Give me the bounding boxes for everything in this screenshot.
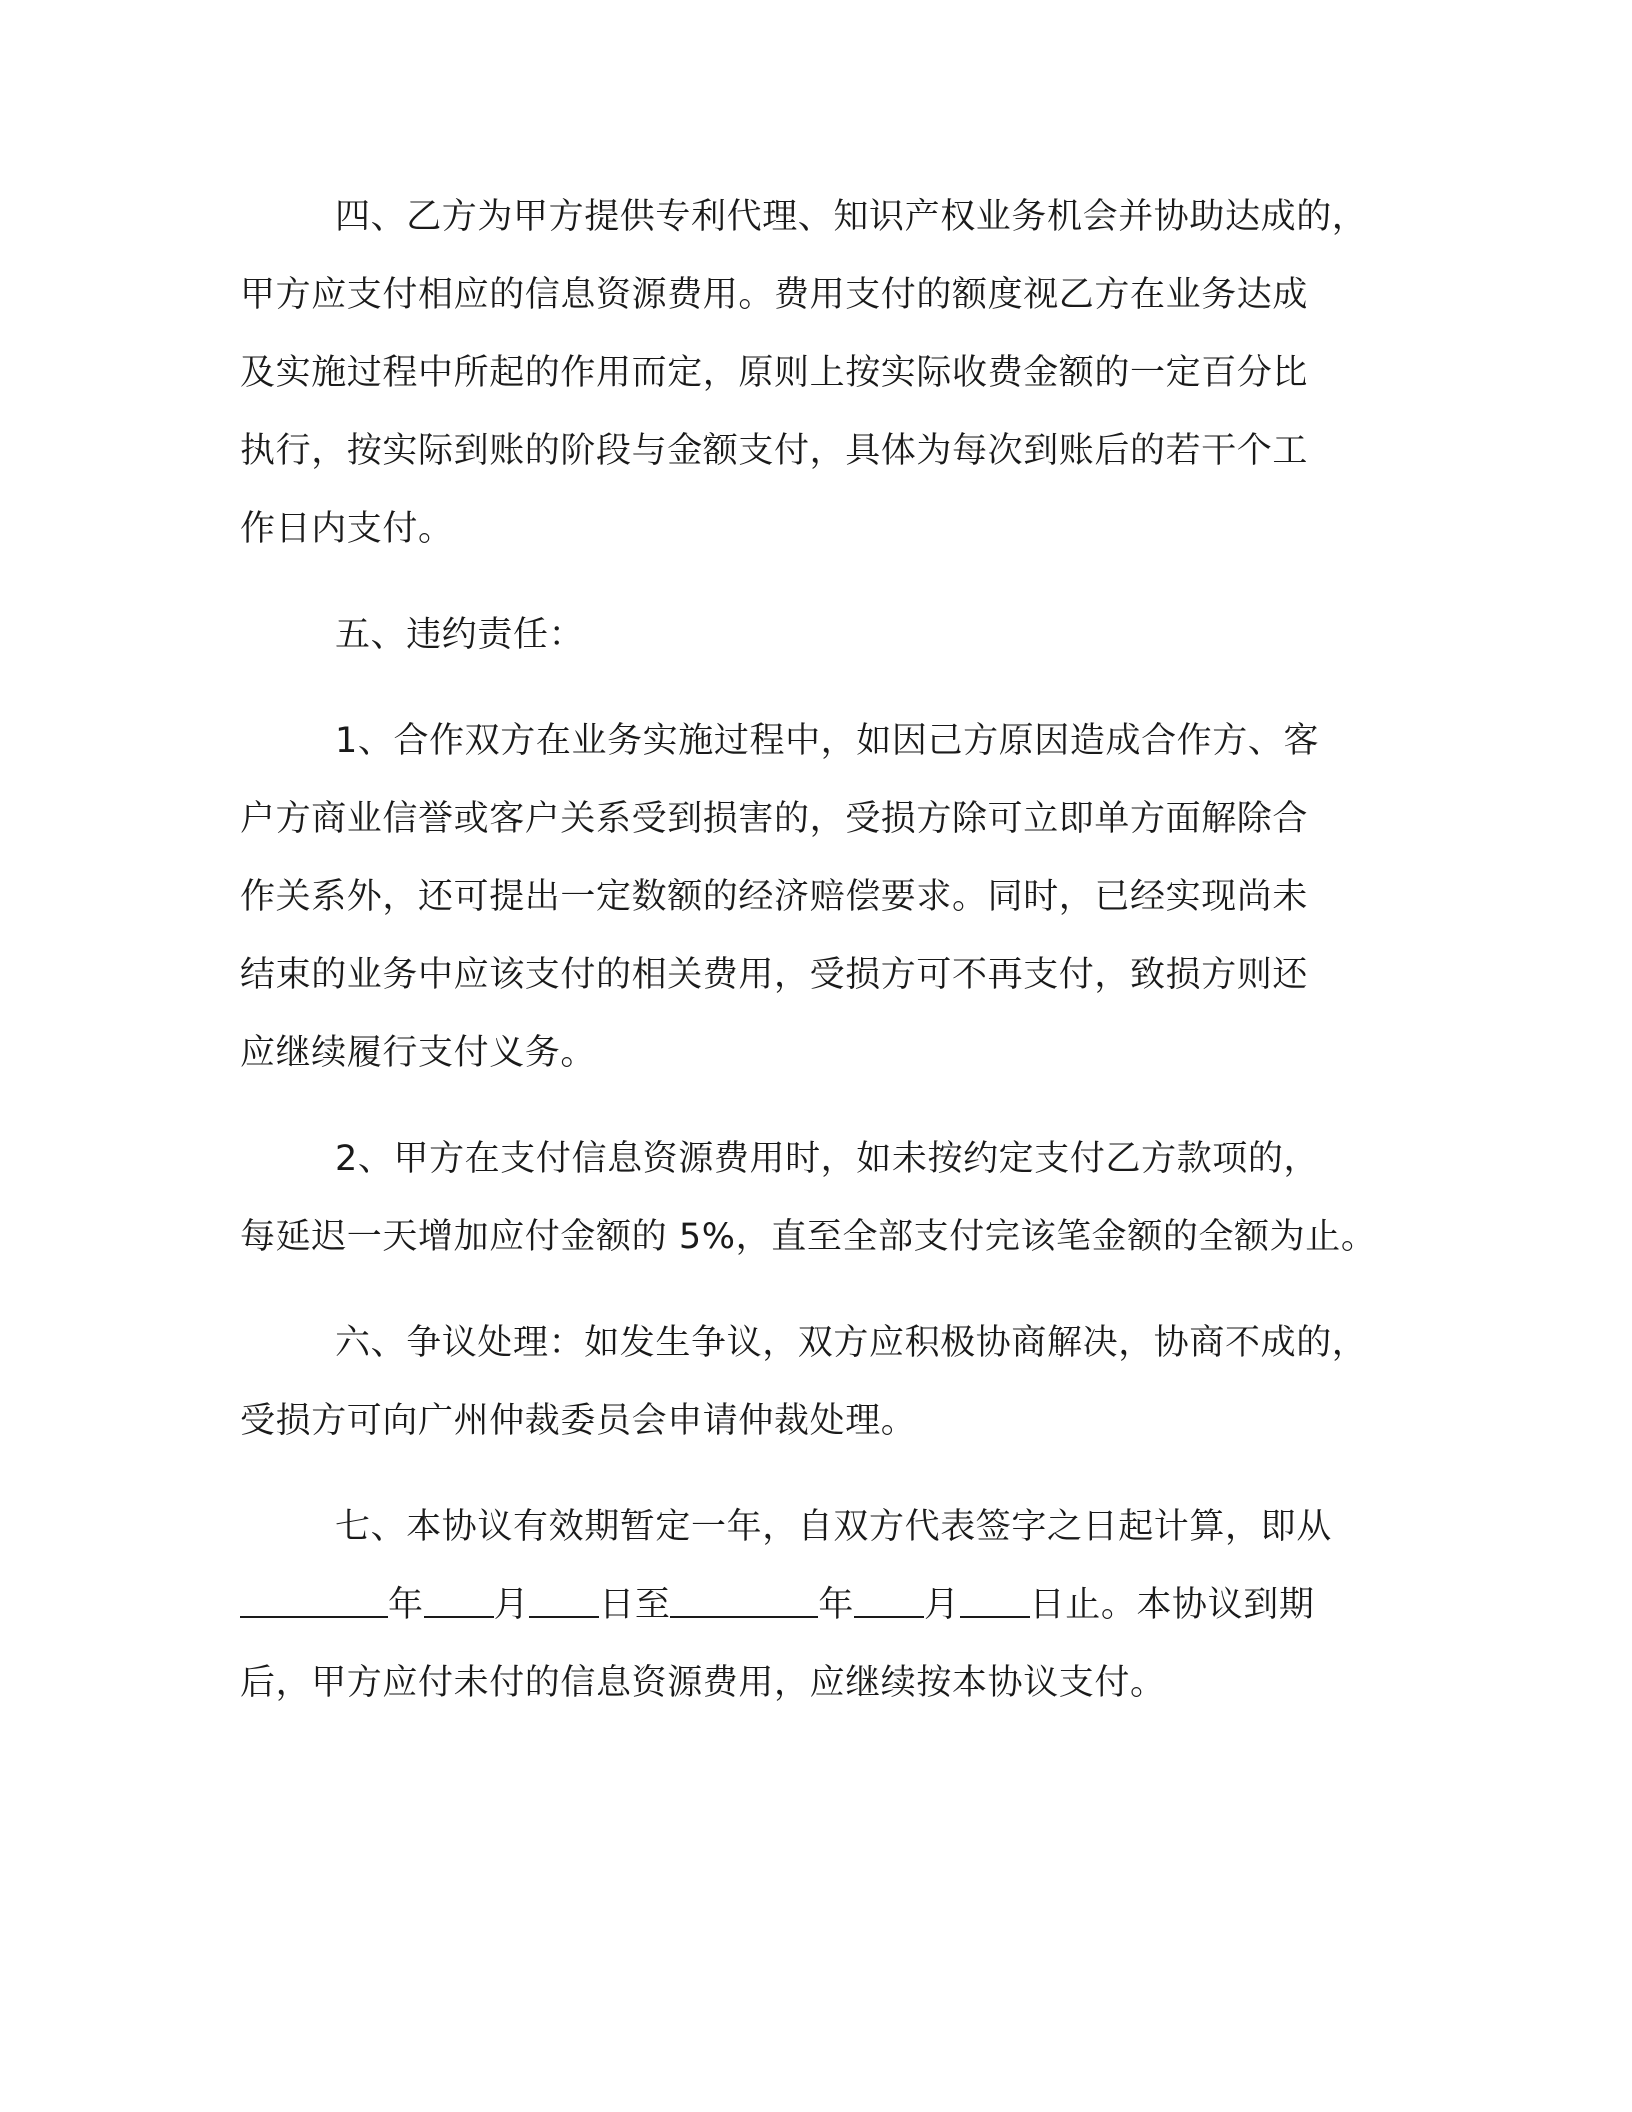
- end-year-label: 年: [818, 1585, 855, 1625]
- document-body: [240, 178, 1430, 1722]
- paragraph-line: 每延迟一天增加应付金额的 5%，直至全部支付完该笔金额的全额为止。: [240, 1217, 1377, 1257]
- paragraph-line: 受损方可向广州仲裁委员会申请仲裁处理。: [240, 1401, 917, 1441]
- start-year-blank[interactable]: [240, 1586, 388, 1618]
- end-month-blank[interactable]: [854, 1586, 924, 1618]
- paragraph-line: 结束的业务中应该支付的相关费用，受损方可不再支付，致损方则还: [240, 955, 1309, 995]
- paragraph-line: 甲方应支付相应的信息资源费用。费用支付的额度视乙方在业务达成: [240, 275, 1309, 315]
- section-7-paragraph: [240, 1488, 1430, 1722]
- paragraph-line: 后，甲方应付未付的信息资源费用，应继续按本协议支付。: [240, 1663, 1166, 1703]
- paragraph-line: 作关系外，还可提出一定数额的经济赔偿要求。同时，已经实现尚未: [240, 877, 1309, 917]
- paragraph-line: 2、甲方在支付信息资源费用时，如未按约定支付乙方款项的，: [335, 1139, 1320, 1179]
- end-day-label: 日止。本协议到期: [1029, 1585, 1315, 1625]
- section-5-item-1: [240, 702, 1430, 1092]
- paragraph-line: 作日内支付。: [240, 509, 454, 549]
- date-range-line: [240, 1566, 1430, 1644]
- section-5-heading: 五、违约责任：: [335, 615, 585, 655]
- start-month-label: 月: [493, 1585, 530, 1625]
- paragraph-line: 执行，按实际到账的阶段与金额支付，具体为每次到账后的若干个工: [240, 431, 1309, 471]
- section-5-item-2: [240, 1120, 1430, 1276]
- end-month-label: 月: [924, 1585, 960, 1625]
- section-6-paragraph: [240, 1304, 1430, 1460]
- paragraph-line: 及实施过程中所起的作用而定，原则上按实际收费金额的一定百分比: [240, 353, 1309, 393]
- start-year-label: 年: [388, 1585, 424, 1625]
- paragraph-line: 四、乙方为甲方提供专利代理、知识产权业务机会并协助达成的，: [335, 197, 1368, 237]
- end-day-blank[interactable]: [960, 1586, 1030, 1618]
- start-day-blank[interactable]: [529, 1586, 599, 1618]
- end-year-blank[interactable]: [670, 1586, 818, 1618]
- paragraph-line: 六、争议处理：如发生争议，双方应积极协商解决，协商不成的，: [335, 1323, 1368, 1363]
- paragraph-line: 应继续履行支付义务。: [240, 1033, 597, 1073]
- start-day-label: 日至: [599, 1585, 671, 1625]
- paragraph-line: 户方商业信誉或客户关系受到损害的，受损方除可立即单方面解除合: [240, 799, 1309, 839]
- section-4-paragraph: [240, 178, 1430, 568]
- paragraph-line: 1、合作双方在业务实施过程中，如因己方原因造成合作方、客: [335, 721, 1320, 761]
- start-month-blank[interactable]: [424, 1586, 494, 1618]
- paragraph-line: 七、本协议有效期暂定一年，自双方代表签字之日起计算，即从: [335, 1507, 1332, 1547]
